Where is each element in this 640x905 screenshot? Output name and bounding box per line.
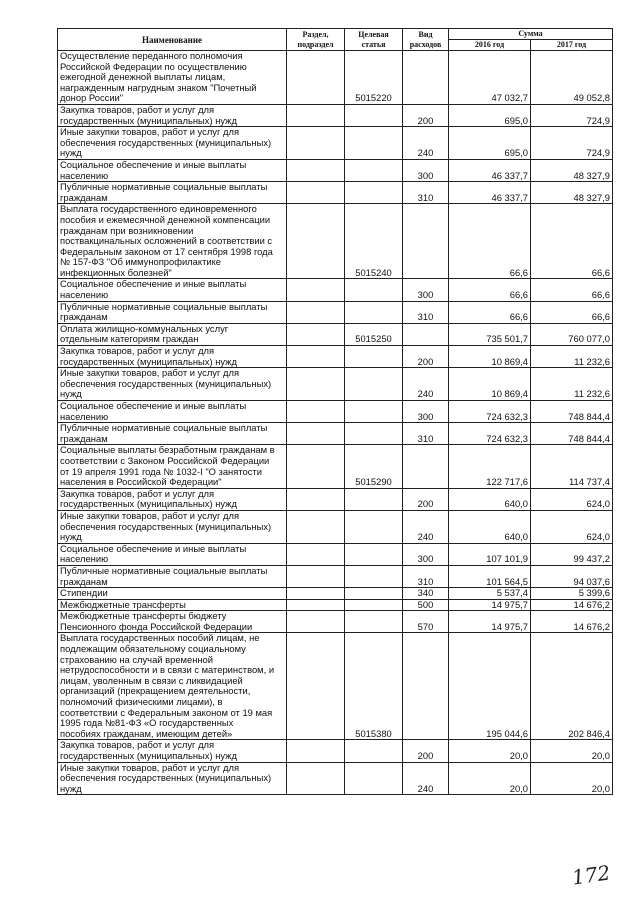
- cell-kind: 310: [403, 301, 449, 323]
- cell-target: [345, 611, 403, 633]
- cell-target: [345, 488, 403, 510]
- cell-y2017: 48 327,9: [531, 182, 613, 204]
- cell-y2017: 94 037,6: [531, 565, 613, 587]
- table-row: [58, 633, 613, 740]
- cell-y2017: 114 737,4: [531, 445, 613, 488]
- cell-y2016: 20,0: [449, 762, 531, 795]
- cell-name: Иные закупки товаров, работ и услуг для обеспечения государственных (муниципальных) нужд: [58, 762, 287, 795]
- table-body: [58, 51, 613, 795]
- cell-y2017: 748 844,4: [531, 401, 613, 423]
- budget-table: [57, 28, 613, 795]
- cell-name: Закупка товаров, работ и услуг для государственных (муниципальных) нужд: [58, 104, 287, 126]
- cell-y2017: 14 676,2: [531, 599, 613, 611]
- table-row: [58, 423, 613, 445]
- table-row: [58, 401, 613, 423]
- table-row: [58, 323, 613, 345]
- table-row: [58, 565, 613, 587]
- cell-name: Публичные нормативные социальные выплаты гражданам: [58, 301, 287, 323]
- cell-y2017: 748 844,4: [531, 423, 613, 445]
- table-row: [58, 159, 613, 181]
- cell-name: Выплата государственных пособий лицам, не подлежащим обязательному социальному страхованию на случай временной нетрудоспособности и в связи с материнством, и лицам, уволенным в связи с ликвидацией организаций (прекращением деятельности, полномочий физическими лицами), в соответствии с Федеральным законом от 19 мая 1995 года №81-ФЗ «О государственных пособиях гражданам, имеющим детей»: [58, 633, 287, 740]
- cell-y2016: 695,0: [449, 104, 531, 126]
- table-header: [58, 29, 613, 51]
- cell-y2017: 624,0: [531, 510, 613, 543]
- table-row: [58, 204, 613, 279]
- cell-name: Иные закупки товаров, работ и услуг для обеспечения государственных (муниципальных) нужд: [58, 510, 287, 543]
- cell-section: [287, 611, 345, 633]
- cell-section: [287, 346, 345, 368]
- table-row: [58, 301, 613, 323]
- table-row: [58, 611, 613, 633]
- cell-y2016: 735 501,7: [449, 323, 531, 345]
- cell-name: Социальные выплаты безработным гражданам в соответствии с Законом Российской Федерации от 19 апреля 1991 года № 1032-I "О занятости населения в Российской Федерации": [58, 445, 287, 488]
- cell-name: Социальное обеспечение и иные выплаты населению: [58, 159, 287, 181]
- cell-target: [345, 740, 403, 762]
- table-row: [58, 510, 613, 543]
- cell-y2016: 66,6: [449, 204, 531, 279]
- header-year-2016: 2016 год: [449, 40, 531, 51]
- cell-section: [287, 401, 345, 423]
- cell-name: Публичные нормативные социальные выплаты гражданам: [58, 182, 287, 204]
- table-row: [58, 104, 613, 126]
- cell-section: [287, 104, 345, 126]
- table-row: [58, 543, 613, 565]
- cell-kind: 340: [403, 588, 449, 600]
- cell-kind: 300: [403, 543, 449, 565]
- cell-name: Выплата государственного единовременного пособия и ежемесячной денежной компенсации гражданам при возникновении поствакцинальных осложнений в соответствии с Федеральным законом от 17 сентября 1998 года № 157-ФЗ "Об иммунопрофилактике инфекционных болезней": [58, 204, 287, 279]
- cell-y2017: 11 232,6: [531, 368, 613, 401]
- cell-name: Социальное обеспечение и иные выплаты населению: [58, 279, 287, 301]
- cell-kind: [403, 445, 449, 488]
- cell-section: [287, 633, 345, 740]
- cell-target: 5015380: [345, 633, 403, 740]
- cell-section: [287, 588, 345, 600]
- table-row: [58, 599, 613, 611]
- table-row: [58, 346, 613, 368]
- cell-target: 5015250: [345, 323, 403, 345]
- cell-target: [345, 543, 403, 565]
- cell-kind: 310: [403, 565, 449, 587]
- cell-target: [345, 127, 403, 160]
- cell-target: [345, 346, 403, 368]
- cell-kind: 310: [403, 182, 449, 204]
- cell-kind: 500: [403, 599, 449, 611]
- cell-kind: 300: [403, 279, 449, 301]
- cell-kind: 240: [403, 368, 449, 401]
- header-year-2017: 2017 год: [531, 40, 613, 51]
- cell-kind: [403, 204, 449, 279]
- cell-y2016: 195 044,6: [449, 633, 531, 740]
- cell-y2017: 724,9: [531, 127, 613, 160]
- cell-y2016: 14 975,7: [449, 599, 531, 611]
- cell-kind: [403, 51, 449, 105]
- cell-target: [345, 301, 403, 323]
- cell-target: [345, 401, 403, 423]
- cell-y2017: 66,6: [531, 301, 613, 323]
- cell-target: [345, 368, 403, 401]
- cell-section: [287, 279, 345, 301]
- cell-section: [287, 51, 345, 105]
- cell-y2016: 107 101,9: [449, 543, 531, 565]
- table-row: [58, 488, 613, 510]
- table-row: [58, 445, 613, 488]
- cell-y2016: 724 632,3: [449, 423, 531, 445]
- cell-kind: 200: [403, 740, 449, 762]
- cell-section: [287, 445, 345, 488]
- cell-y2016: 640,0: [449, 488, 531, 510]
- cell-target: [345, 182, 403, 204]
- cell-y2016: 10 869,4: [449, 368, 531, 401]
- cell-y2017: 5 399,6: [531, 588, 613, 600]
- cell-section: [287, 599, 345, 611]
- cell-kind: 200: [403, 488, 449, 510]
- cell-section: [287, 323, 345, 345]
- table-row: [58, 51, 613, 105]
- cell-target: 5015290: [345, 445, 403, 488]
- cell-kind: 300: [403, 159, 449, 181]
- cell-kind: 200: [403, 104, 449, 126]
- cell-name: Социальное обеспечение и иные выплаты населению: [58, 543, 287, 565]
- cell-target: [345, 599, 403, 611]
- header-name: Наименование: [58, 29, 287, 51]
- cell-name: Закупка товаров, работ и услуг для государственных (муниципальных) нужд: [58, 346, 287, 368]
- cell-section: [287, 204, 345, 279]
- cell-kind: 310: [403, 423, 449, 445]
- cell-y2016: 46 337,7: [449, 159, 531, 181]
- cell-y2017: 48 327,9: [531, 159, 613, 181]
- table-row: [58, 588, 613, 600]
- cell-name: Межбюджетные трансферты: [58, 599, 287, 611]
- cell-target: [345, 510, 403, 543]
- cell-section: [287, 762, 345, 795]
- cell-y2016: 66,6: [449, 301, 531, 323]
- cell-section: [287, 182, 345, 204]
- cell-section: [287, 740, 345, 762]
- cell-target: 5015220: [345, 51, 403, 105]
- header-kind: Вид расходов: [403, 29, 449, 51]
- cell-y2016: 66,6: [449, 279, 531, 301]
- cell-y2016: 14 975,7: [449, 611, 531, 633]
- cell-kind: 570: [403, 611, 449, 633]
- cell-section: [287, 127, 345, 160]
- header-section: Раздел, подраздел: [287, 29, 345, 51]
- cell-target: [345, 762, 403, 795]
- cell-target: [345, 104, 403, 126]
- cell-section: [287, 368, 345, 401]
- cell-name: Публичные нормативные социальные выплаты гражданам: [58, 423, 287, 445]
- cell-target: [345, 588, 403, 600]
- cell-y2017: 20,0: [531, 762, 613, 795]
- cell-section: [287, 423, 345, 445]
- cell-section: [287, 543, 345, 565]
- cell-name: Закупка товаров, работ и услуг для государственных (муниципальных) нужд: [58, 488, 287, 510]
- cell-kind: 240: [403, 510, 449, 543]
- cell-y2016: 122 717,6: [449, 445, 531, 488]
- cell-name: Иные закупки товаров, работ и услуг для обеспечения государственных (муниципальных) нужд: [58, 127, 287, 160]
- cell-y2017: 49 052,8: [531, 51, 613, 105]
- cell-name: Иные закупки товаров, работ и услуг для обеспечения государственных (муниципальных) нужд: [58, 368, 287, 401]
- cell-y2016: 47 032,7: [449, 51, 531, 105]
- cell-y2016: 724 632,3: [449, 401, 531, 423]
- cell-y2017: 99 437,2: [531, 543, 613, 565]
- cell-kind: 240: [403, 127, 449, 160]
- cell-y2017: 66,6: [531, 204, 613, 279]
- cell-kind: [403, 633, 449, 740]
- table-row: [58, 182, 613, 204]
- cell-target: [345, 565, 403, 587]
- cell-name: Закупка товаров, работ и услуг для государственных (муниципальных) нужд: [58, 740, 287, 762]
- cell-y2016: 20,0: [449, 740, 531, 762]
- cell-y2017: 14 676,2: [531, 611, 613, 633]
- cell-name: Публичные нормативные социальные выплаты гражданам: [58, 565, 287, 587]
- cell-y2017: 724,9: [531, 104, 613, 126]
- table-row: [58, 762, 613, 795]
- cell-section: [287, 510, 345, 543]
- table-row: [58, 368, 613, 401]
- table-row: [58, 279, 613, 301]
- cell-y2016: 10 869,4: [449, 346, 531, 368]
- cell-target: [345, 159, 403, 181]
- cell-y2016: 46 337,7: [449, 182, 531, 204]
- page-number: 172: [570, 860, 612, 890]
- header-sum: Сумма: [449, 29, 613, 40]
- cell-target: 5015240: [345, 204, 403, 279]
- cell-y2017: 760 077,0: [531, 323, 613, 345]
- cell-y2016: 695,0: [449, 127, 531, 160]
- cell-name: Осуществление переданного полномочия Российской Федерации по осуществлению ежегодной денежной выплаты лицам, награжденным нагрудным знаком "Почетный донор России": [58, 51, 287, 105]
- cell-name: Социальное обеспечение и иные выплаты населению: [58, 401, 287, 423]
- header-target: Целевая статья: [345, 29, 403, 51]
- cell-kind: [403, 323, 449, 345]
- cell-y2016: 5 537,4: [449, 588, 531, 600]
- cell-y2017: 624,0: [531, 488, 613, 510]
- cell-kind: 240: [403, 762, 449, 795]
- cell-y2017: 11 232,6: [531, 346, 613, 368]
- cell-target: [345, 279, 403, 301]
- cell-name: Оплата жилищно-коммунальных услуг отдельным категориям граждан: [58, 323, 287, 345]
- cell-y2017: 20,0: [531, 740, 613, 762]
- cell-section: [287, 159, 345, 181]
- cell-y2016: 640,0: [449, 510, 531, 543]
- cell-kind: 300: [403, 401, 449, 423]
- table-row: [58, 740, 613, 762]
- cell-y2016: 101 564,5: [449, 565, 531, 587]
- cell-name: Стипендии: [58, 588, 287, 600]
- cell-y2017: 202 846,4: [531, 633, 613, 740]
- cell-section: [287, 565, 345, 587]
- cell-target: [345, 423, 403, 445]
- cell-name: Межбюджетные трансферты бюджету Пенсионного фонда Российской Федерации: [58, 611, 287, 633]
- cell-section: [287, 301, 345, 323]
- table-row: [58, 127, 613, 160]
- cell-kind: 200: [403, 346, 449, 368]
- cell-section: [287, 488, 345, 510]
- cell-y2017: 66,6: [531, 279, 613, 301]
